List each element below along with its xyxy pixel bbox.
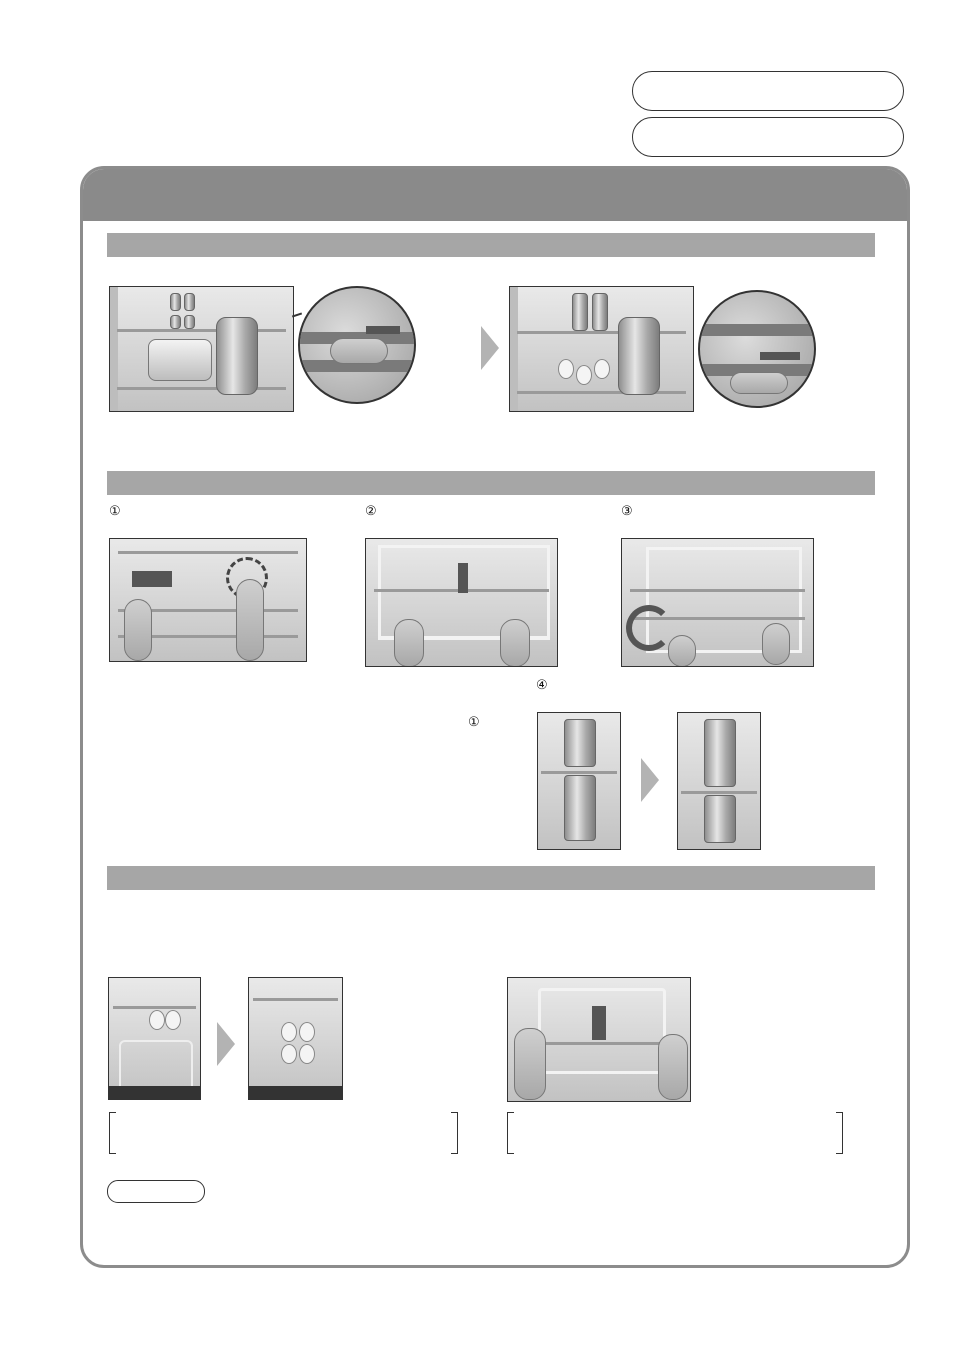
step-marker-1: ① (109, 503, 121, 518)
chevron-right-icon (481, 326, 499, 370)
chevron-right-icon-2 (641, 758, 659, 802)
zoom-circle-2 (698, 290, 816, 408)
photo-egg-before (108, 977, 201, 1100)
rotate-arrow-icon (626, 605, 672, 651)
bracket-left-close (451, 1112, 458, 1154)
photo-cans-before (537, 712, 621, 850)
push-arrow-icon (132, 571, 172, 587)
section-header-band (83, 169, 907, 221)
bracket-right-open (507, 1112, 514, 1154)
subsection-band-2 (107, 471, 875, 495)
photo-shelf-after (509, 286, 694, 412)
note-label-pill (107, 1180, 205, 1203)
photo-step-1 (109, 538, 307, 662)
chevron-right-icon-3 (217, 1022, 235, 1066)
zoom-circle-1 (298, 286, 416, 404)
subsection-band-3 (107, 866, 875, 890)
bracket-left-open (109, 1112, 116, 1154)
step-marker-2: ② (365, 503, 377, 518)
photo-door-pocket (507, 977, 691, 1102)
step-marker-3: ③ (621, 503, 633, 518)
pill-top (632, 71, 904, 111)
subsection-band-1 (107, 233, 875, 257)
pill-bottom (632, 117, 904, 157)
photo-cans-after (677, 712, 761, 850)
photo-step-3 (621, 538, 814, 667)
up-arrow-icon (592, 1006, 606, 1040)
step-marker-4: ④ (536, 677, 548, 692)
photo-egg-after (248, 977, 343, 1100)
step-marker-ref: ① (468, 714, 480, 729)
down-arrow-icon (458, 563, 468, 593)
bracket-right-close (836, 1112, 843, 1154)
photo-shelf-before (109, 286, 294, 412)
photo-step-2 (365, 538, 558, 667)
